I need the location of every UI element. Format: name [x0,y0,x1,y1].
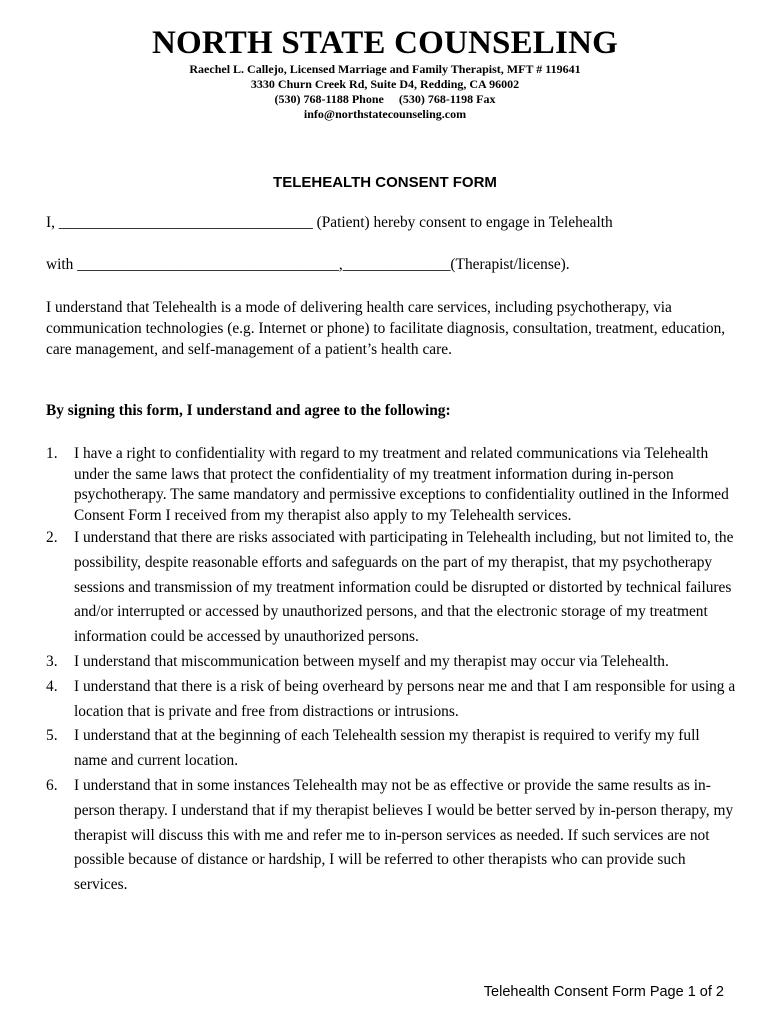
page-footer: Telehealth Consent Form Page 1 of 2 [483,984,724,1000]
organization-name: NORTH STATE COUNSELING [152,25,618,61]
item-number: 4. [46,677,58,695]
item-number: 2. [46,529,58,546]
agreement-heading: By signing this form, I understand and agree to the following: [46,402,451,419]
list-item [46,444,736,526]
item-text: I understand that miscommunication between myself and my therapist may occur via Telehealth. [74,652,669,670]
address: 3330 Churn Creek Rd, Suite D4, Redding, CA 96002 [250,77,520,91]
item-text: I have a right to confidentiality with regard to my treatment and related communications via Telehealth under the same laws that protect the confidentiality of my treatment information during in-person psychotherapy. The same mandatory and permissive exceptions to confidentiality outlined in the Informed Consent Form I received from my therapist also apply to my Telehealth services. [74,445,729,524]
item-number: 5. [46,727,58,745]
form-title: TELEHEALTH CONSENT FORM [273,174,497,191]
therapist-credentials: Raechel L. Callejo, Licensed Marriage and Family Therapist, MFT # 119641 [189,62,581,76]
item-number: 3. [46,652,58,670]
list-item [46,724,736,774]
list-item [46,774,736,898]
patient-consent-line: I, _________________________________ (Patient) hereby consent to engage in Telehealth [46,214,613,231]
phone-fax: (530) 768-1188 Phone (530) 768-1198 Fax [274,92,496,106]
list-item [46,526,736,650]
item-text: I understand that there are risks associated with participating in Telehealth including, but not limited to, the possibility, despite reasonable efforts and safeguards on the part of my therapist, that my psychotherapy sessions and transmission of my treatment information could be disrupted or distorted by technical failures and/or interrupted or accessed by unauthorized persons, and that the electronic storage of my treatment information could be accessed by unauthorized persons. [74,529,734,646]
item-number: 6. [46,776,58,794]
item-text: I understand that there is a risk of being overheard by persons near me and that I am responsible for using a location that is private and free from distractions or intrusions. [74,677,736,720]
list-item [46,650,736,675]
therapist-consent-line: with __________________________________,______________(Therapist/license). [46,256,570,273]
agreement-list [46,444,736,898]
item-number: 1. [46,445,58,462]
item-text: I understand that in some instances Telehealth may not be as effective or provide the same results as in-person therapy. I understand that if my therapist believes I would be better served by in-person therapy, my therapist will discuss this with me and refer me to in-person services as needed. If such services are not possible because of distance or hardship, I will be referred to other therapists who can provide such services. [74,776,734,894]
letterhead [0,24,770,122]
intro-paragraph: I understand that Telehealth is a mode of delivering health care services, including psychotherapy, via communication technologies (e.g. Internet or phone) to facilitate diagnosis, consultation, treatment, education, care management, and self-management of a patient’s health care. [46,299,726,358]
email: info@northstatecounseling.com [303,107,467,121]
list-item [46,675,736,725]
item-text: I understand that at the beginning of each Telehealth session my therapist is required to verify my full name and current location. [74,727,700,770]
